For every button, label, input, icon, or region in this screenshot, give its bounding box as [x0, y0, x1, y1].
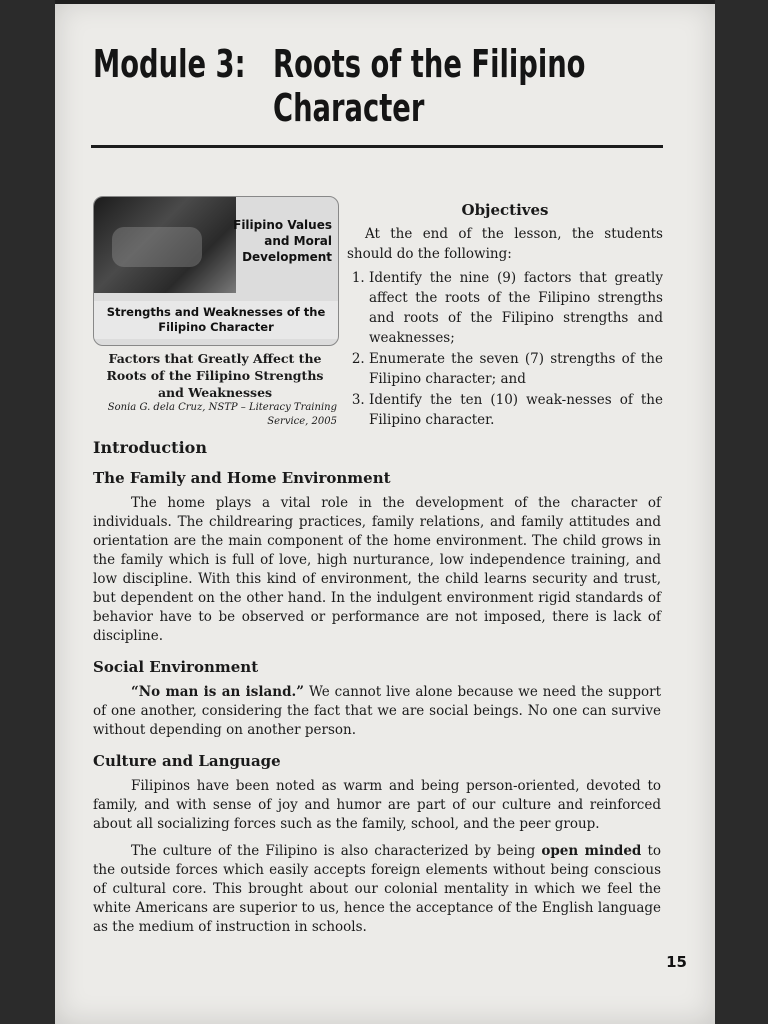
objective-item: 2. Enumerate the seven (7) strengths of the Filipino character; and — [369, 349, 663, 389]
culture-heading: Culture and Language — [93, 752, 281, 770]
title-line-1: Roots of the Filipino — [273, 42, 586, 86]
cover-caption — [93, 350, 337, 429]
title-line-2: Character — [273, 86, 425, 130]
objective-item: 1. Identify the nine (9) factors that greatly affect the roots of the Filipino strengths and roots of the Filipino strengths and weaknesses; — [369, 268, 663, 348]
cover-title: Filipino Values and Moral Development — [233, 218, 332, 264]
objectives-intro: At the end of the lesson, the students should do the following: — [347, 226, 663, 262]
cover-subtitle: Strengths and Weaknesses of the Filipino Character — [94, 301, 338, 339]
caption-source-1: Sonia G. dela Cruz, NSTP – Literacy Training — [107, 402, 337, 413]
family-heading: The Family and Home Environment — [93, 469, 391, 487]
social-paragraph — [93, 683, 661, 740]
cover-photo — [94, 197, 236, 293]
module-label: Module 3: — [93, 42, 246, 86]
introduction-heading: Introduction — [93, 438, 207, 457]
caption-source-2: Service, 2005 — [267, 416, 337, 427]
objectives-list — [347, 268, 663, 430]
objectives-section — [347, 200, 663, 431]
document-page — [55, 0, 715, 1024]
objective-item: 3. Identify the ten (10) weak-nesses of the Filipino character. — [369, 390, 663, 430]
book-cover-image — [93, 196, 339, 346]
main-text — [93, 438, 661, 945]
culture-text-a: The culture of the Filipino is also characterized by being — [131, 843, 542, 859]
culture-text-b: to the outside forces which easily accepts foreign elements without being conscious of cultural core. This brought about our colonial mentality in which we feel the white Americans are superior to us, hence the acceptance of the English language as the medium of instruction in schools. — [93, 843, 661, 935]
social-quote: “No man is an island.” — [131, 684, 304, 700]
culture-text-bold: open minded — [541, 843, 642, 859]
social-text: We cannot live alone because we need the support of one another, considering the fact that we are social beings. No one can survive without depending on another person. — [93, 684, 661, 738]
caption-main: Factors that Greatly Affect the Roots of the Filipino Strengths and Weaknesses — [106, 351, 324, 400]
module-title — [93, 42, 586, 130]
top-edge-line — [55, 0, 715, 4]
family-paragraph: The home plays a vital role in the development of the character of individuals. The childrearing practices, family relations, and family attitudes and orientation are the main component of the home environment. The child grows in the family which is full of love, high nurturance, low independence training, and low discipline. With this kind of environment, the child learns security and trust, but dependent on the other hand. In the indulgent environment rigid standards of behavior have to be observed or performance are not imposed, there is lack of discipline. — [93, 495, 661, 644]
culture-paragraph-1: Filipinos have been noted as warm and being person-oriented, devoted to family, and with sense of joy and humor are part of our culture and reinforced about all socializing forces such as the family, school, and the peer group. — [93, 778, 661, 832]
page-number: 15 — [666, 953, 687, 971]
objectives-heading: Objectives — [461, 201, 549, 219]
social-heading: Social Environment — [93, 658, 259, 676]
title-underline — [91, 145, 663, 148]
culture-paragraph-2 — [93, 842, 661, 937]
